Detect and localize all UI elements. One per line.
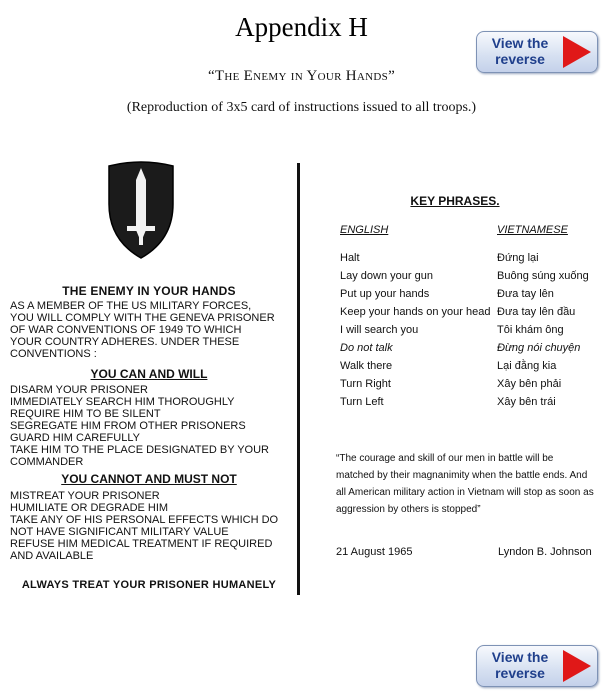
card-heading: THE ENEMY IN YOUR HANDS	[62, 284, 236, 298]
can-will-list	[10, 384, 280, 468]
key-phrases-title: KEY PHRASES.	[410, 194, 500, 208]
arrow-right-icon	[563, 650, 591, 682]
list-item: HUMILIATE OR DEGRADE HIM	[10, 502, 169, 514]
list-item: GUARD HIM CAREFULLY	[10, 432, 140, 444]
list-item: REFUSE HIM MEDICAL TREATMENT IF REQUIRED AND AVAILABLE	[10, 538, 273, 562]
arrow-right-icon	[563, 36, 591, 68]
vietnamese-phrase: Đưa tay lên đầu	[497, 306, 576, 318]
vietnamese-phrase: Đưa tay lên	[497, 288, 554, 300]
english-phrase-list	[340, 249, 490, 411]
vietnamese-phrase: Đứng lại	[497, 252, 539, 264]
english-phrase: Put up your hands	[340, 288, 430, 300]
english-phrase: Walk there	[340, 360, 393, 372]
card-divider	[297, 163, 300, 595]
vietnamese-phrase: Lại đằng kia	[497, 360, 557, 372]
cannot-must-not-list	[10, 490, 280, 562]
view-reverse-label: View the reverse	[491, 35, 549, 67]
quote-signature: Lyndon B. Johnson	[498, 546, 592, 558]
shield-insignia-icon	[105, 160, 177, 260]
cannot-must-not-title: YOU CANNOT AND MUST NOT	[61, 472, 237, 486]
view-reverse-button-bottom[interactable]	[476, 645, 598, 687]
johnson-quote: “The courage and skill of our men in battle will be matched by their magnanimity when the battle ends. And all American military action in Vietnam will stop as soon as aggression by others is stopped”	[336, 453, 594, 515]
vietnamese-column-header: VIETNAMESE	[497, 224, 568, 236]
card-front-left	[8, 160, 290, 600]
list-item: MISTREAT YOUR PRISONER	[10, 490, 160, 502]
vietnamese-phrase: Xây bên phải	[497, 378, 562, 390]
quote-date: 21 August 1965	[336, 546, 413, 558]
vietnamese-phrase: Xây bên trái	[497, 396, 556, 408]
english-column-header: ENGLISH	[340, 224, 389, 236]
page-title: Appendix H	[235, 12, 368, 42]
list-item: SEGREGATE HIM FROM OTHER PRISONERS	[10, 420, 246, 432]
vietnamese-phrase: Tôi khám ông	[497, 324, 564, 336]
english-phrase: Do not talk	[340, 342, 393, 354]
page-subtitle: “The Enemy in Your Hands”	[207, 68, 396, 84]
english-phrase: Halt	[340, 252, 360, 264]
can-will-title: YOU CAN AND WILL	[90, 367, 208, 381]
page-note: (Reproduction of 3x5 card of instructions issued to all troops.)	[126, 100, 477, 115]
list-item: REQUIRE HIM TO BE SILENT	[10, 408, 161, 420]
english-phrase: Keep your hands on your head	[340, 306, 491, 318]
view-reverse-button-top[interactable]	[476, 31, 598, 73]
english-phrase: Turn Right	[340, 378, 391, 390]
english-phrase: Lay down your gun	[340, 270, 433, 282]
list-item: IMMEDIATELY SEARCH HIM THOROUGHLY	[10, 396, 235, 408]
list-item: TAKE HIM TO THE PLACE DESIGNATED BY YOUR COMMANDER	[10, 444, 269, 468]
list-item: TAKE ANY OF HIS PERSONAL EFFECTS WHICH DO NOT HAVE SIGNIFICANT MILITARY VALUE	[10, 514, 279, 538]
english-phrase: Turn Left	[340, 396, 384, 408]
view-reverse-label: View the reverse	[491, 649, 549, 681]
list-item: DISARM YOUR PRISONER	[10, 384, 148, 396]
card-intro: AS A MEMBER OF THE US MILITARY FORCES, YOU WILL COMPLY WITH THE GENEVA PRISONER OF WAR CONVENTIONS OF 1949 TO WHICH YOUR COUNTRY ADHERES. UNDER THESE CONVENTIONS :	[10, 300, 275, 360]
vietnamese-phrase: Đừng nói chuyện	[497, 342, 581, 354]
card-footer: ALWAYS TREAT YOUR PRISONER HUMANELY	[21, 579, 277, 591]
vietnamese-phrase: Buông súng xuống	[497, 270, 589, 282]
vietnamese-phrase-list	[497, 249, 589, 411]
english-phrase: I will search you	[340, 324, 419, 336]
